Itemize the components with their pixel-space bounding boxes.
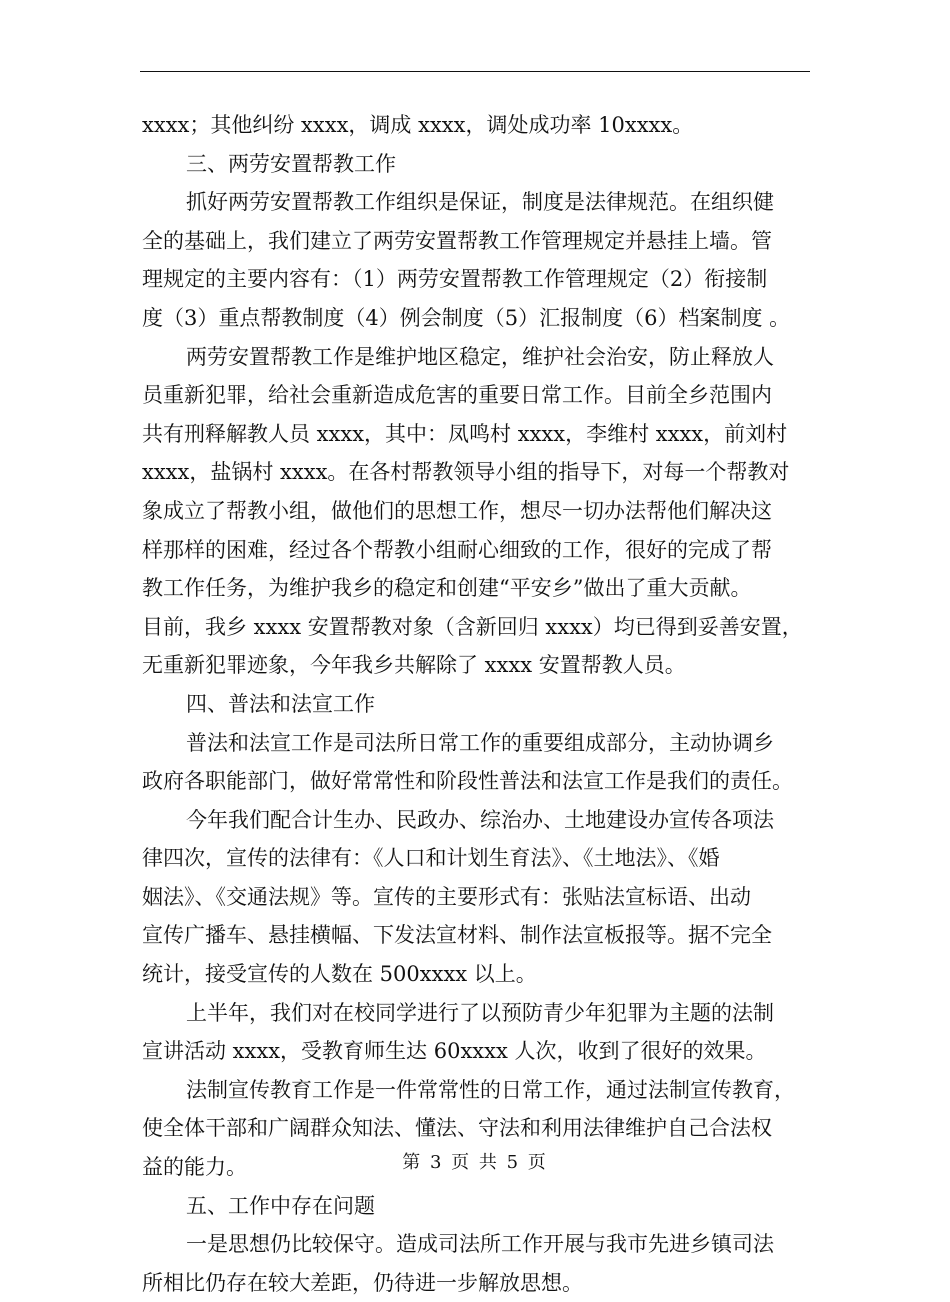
text-line: 象成立了帮教小组，做他们的思想工作，想尽一切办法帮他们解决这	[142, 498, 772, 523]
text-line: 无重新犯罪迹象，今年我乡共解除了 xxxx 安置帮教人员。	[142, 653, 686, 678]
page-body	[142, 106, 810, 1302]
text-line: 五、工作中存在问题	[186, 1193, 375, 1218]
text-line: 使全体干部和广阔群众知法、懂法、守法和利用法律维护自己合法权	[142, 1116, 772, 1141]
text-line: 度（3）重点帮教制度（4）例会制度（5）汇报制度（6）档案制度 。	[142, 305, 791, 330]
text-line: 共有刑释解教人员 xxxx，其中：凤鸣村 xxxx，李维村 xxxx，前刘村	[142, 421, 788, 446]
page-footer: 第 3 页 共 5 页	[402, 1152, 548, 1173]
header-rule	[140, 71, 810, 72]
text-line: 样那样的困难，经过各个帮教小组耐心细致的工作，很好的完成了帮	[142, 537, 772, 562]
text-line: 律四次，宣传的法律有：《人口和计划生育法》、《土地法》、《婚	[142, 846, 720, 871]
text-line: 宣讲活动 xxxx，受教育师生达 60xxxx 人次，收到了很好的效果。	[142, 1039, 767, 1064]
text-line: 法制宣传教育工作是一件常常性的日常工作，通过法制宣传教育，	[186, 1077, 795, 1102]
text-line: 上半年，我们对在校同学进行了以预防青少年犯罪为主题的法制	[186, 1000, 774, 1025]
text-line: 抓好两劳安置帮教工作组织是保证，制度是法律规范。在组织健	[186, 190, 774, 215]
text-line: 全的基础上，我们建立了两劳安置帮教工作管理规定并悬挂上墙。管	[142, 228, 772, 253]
text-line: 宣传广播车、悬挂横幅、下发法宣材料、制作法宣板报等。据不完全	[142, 923, 772, 948]
text-line: 益的能力。	[142, 1155, 247, 1180]
text-line: 员重新犯罪，给社会重新造成危害的重要日常工作。目前全乡范围内	[142, 383, 772, 408]
text-line: 普法和法宣工作是司法所日常工作的重要组成部分，主动协调乡	[186, 730, 774, 755]
text-line: 姻法》、《交通法规》等。宣传的主要形式有：张贴法宣标语、出动	[142, 884, 751, 909]
text-line: 目前，我乡 xxxx 安置帮教对象（含新回归 xxxx）均已得到妥善安置，	[142, 614, 803, 639]
text-line: 所相比仍存在较大差距，仍待进一步解放思想。	[142, 1270, 583, 1295]
text-line: 统计，接受宣传的人数在 500xxxx 以上。	[142, 962, 537, 987]
text-line: 四、普法和法宣工作	[186, 691, 375, 716]
text-line: 政府各职能部门，做好常常性和阶段性普法和法宣工作是我们的责任。	[142, 769, 793, 794]
text-line: 一是思想仍比较保守。造成司法所工作开展与我市先进乡镇司法	[186, 1232, 774, 1257]
text-line: 三、两劳安置帮教工作	[186, 151, 396, 176]
text-line: xxxx；其他纠纷 xxxx，调成 xxxx，调处成功率 10xxxx。	[142, 113, 694, 137]
text-line: xxxx，盐锅村 xxxx。在各村帮教领导小组的指导下，对每一个帮教对	[142, 460, 790, 485]
text-line: 教工作任务，为维护我乡的稳定和创建“平安乡”做出了重大贡献。	[142, 576, 752, 601]
text-line: 理规定的主要内容有：（1）两劳安置帮教工作管理规定（2）衔接制	[142, 267, 768, 292]
text-line: 两劳安置帮教工作是维护地区稳定，维护社会治安，防止释放人	[186, 344, 774, 369]
text-line: 今年我们配合计生办、民政办、综治办、土地建设办宣传各项法	[186, 807, 774, 832]
